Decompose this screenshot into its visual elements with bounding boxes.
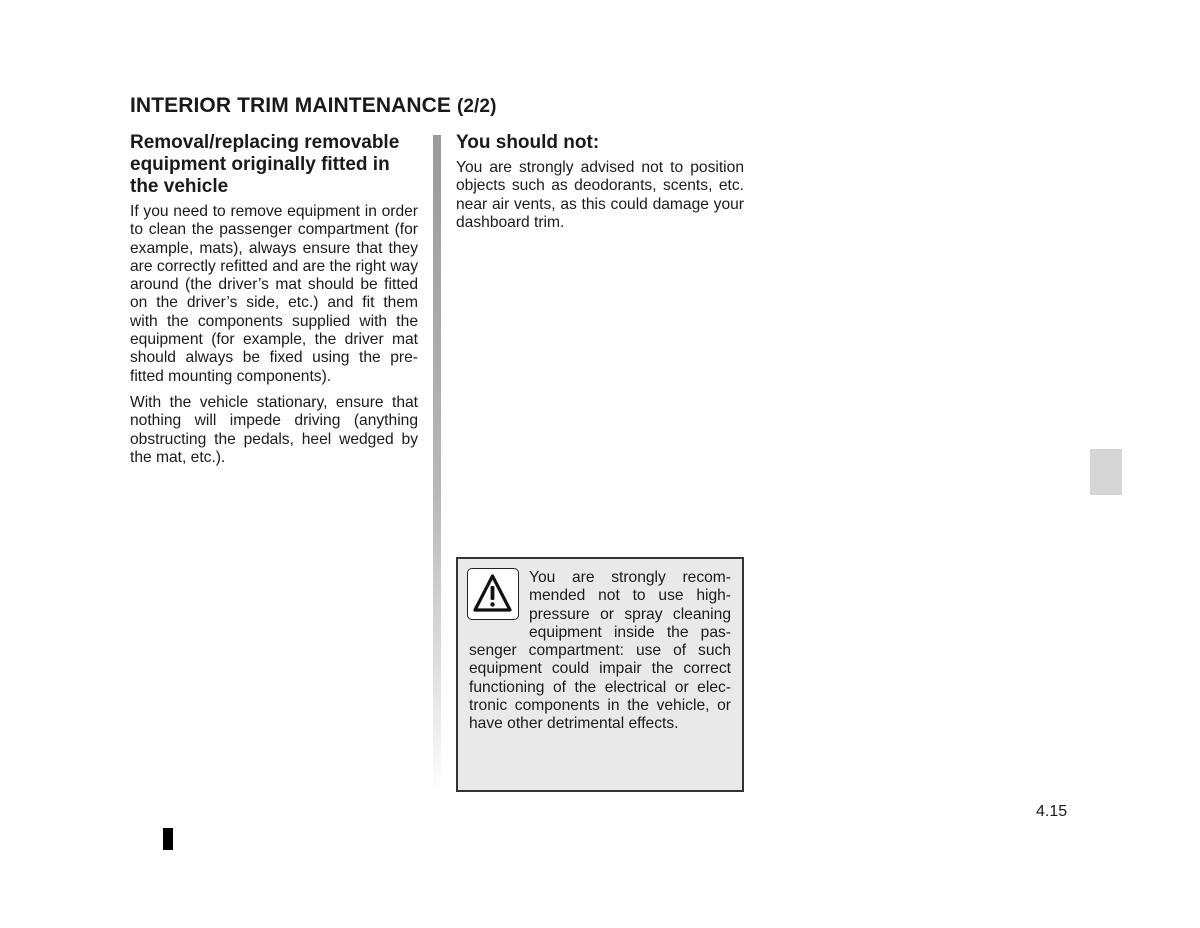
column-divider <box>433 135 441 795</box>
chapter-tab-marker <box>1090 449 1122 495</box>
should-not-paragraph: You are strongly advised not to position objects such as deodorants, scents, etc. near air vents, as this could damage your dashboard trim. <box>456 159 744 231</box>
page-title <box>130 94 497 118</box>
removal-paragraph-1: If you need to remove equipment in order to clean the passenger compartment (for example, mats), always ensure that they are correctly refitted and are the right way around (the driver’s mat should be fitted on the driver’s side, etc.) and fit them with the components supplied with the equipment (for example, the driver mat should always be fixed using the pre-fitted mounting components). <box>130 203 418 385</box>
warning-box <box>456 557 744 792</box>
warning-text: You are strongly recommended not to use high-pressure or spray cleaning equipment inside the passenger compartment: use of such equipment could impair the correct functioning of the electrical or electronic components in the vehicle, or have other detrimental effects. <box>469 569 731 733</box>
should-not-heading: You should not: <box>456 132 600 153</box>
page-number: 4.15 <box>1036 803 1068 820</box>
left-column <box>130 132 418 475</box>
removal-paragraph-2: With the vehicle stationary, ensure that nothing will impede driving (anything obstructing the pedals, heel wedged by the mat, etc.). <box>130 393 418 466</box>
removal-section-heading: Removal/replacing removable equipment originally fitted in the vehicle <box>130 132 400 197</box>
page-part-indicator: (2/2) <box>456 96 497 117</box>
right-column <box>456 132 744 240</box>
warning-text-block <box>469 569 731 734</box>
margin-mark <box>163 828 173 850</box>
page-title-text: INTERIOR TRIM MAINTENANCE <box>130 94 451 117</box>
